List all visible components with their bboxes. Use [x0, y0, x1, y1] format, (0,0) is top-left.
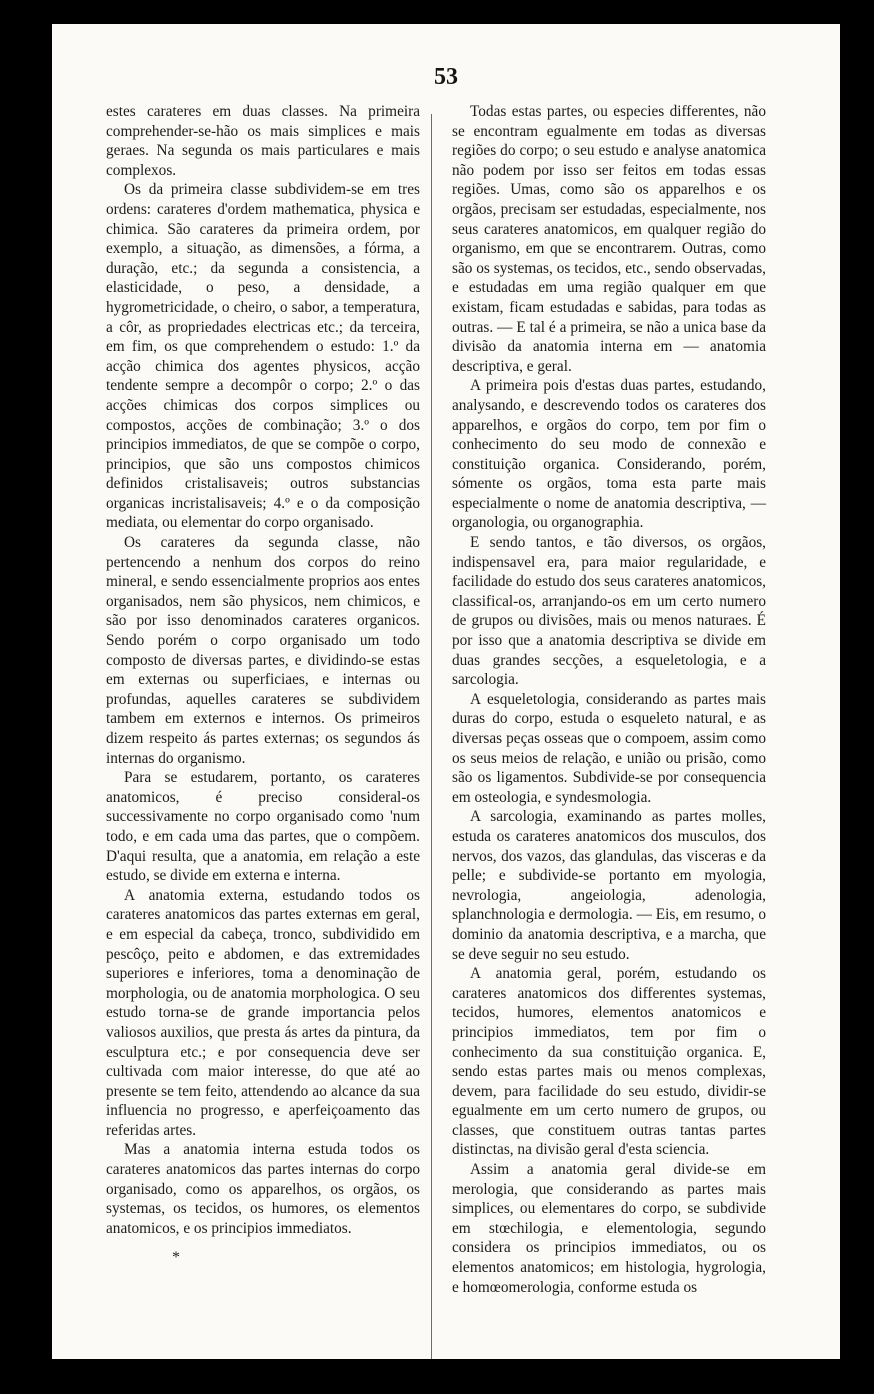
book-page	[52, 24, 840, 1359]
paragraph: A primeira pois d'estas duas partes, estudando, analysando, e descrevendo todos os carateres dos apparelhos, e orgãos do corpo, tem por fim o conhecimento do seu modo de connexão e constituição organica. Considerando, porém, sómente os orgãos, toma esta parte mais especialmente o nome de anatomia descriptiva, — organologia, ou organographia.	[452, 377, 766, 532]
column-divider	[431, 114, 432, 1359]
paragraph: Os carateres da segunda classe, não pertencendo a nenhum dos corpos do reino mineral, e sendo essencialmente proprios aos entes organisados, nem são physicos, nem chimicos, e são por isso denominados carateres organicos. Sendo porém o corpo organisado um todo composto de diversas partes, e dividindo-se estas em externas ou superficiaes, e internas ou profundas, aquelles carateres se subdividem tambem em externos e internos. Os primeiros dizem respeito ás partes externas; os segundos ás internas do organismo.	[106, 534, 420, 767]
paragraph: Assim a anatomia geral divide-se em merologia, que considerando as partes mais simplices, ou elementares do corpo, se subdivide em stœchilogia, e elementologia, segundo considera os principios immediatos, ou os elementos anatomicos; em histologia, hygrologia, e homœomerologia, conforme estuda os	[452, 1161, 766, 1296]
paragraph: Todas estas partes, ou especies differentes, não se encontram egualmente em todas as diversas regiões do corpo; o seu estudo e analyse anatomica não podem por isso ser feitos em todas essas regiões. Umas, como são os apparelhos e os orgãos, precisam ser estudadas, especialmente, nos seus carateres anatomicos, em qualquer região do organismo, em que se encontrarem. Outras, como são os systemas, os tecidos, etc., sendo observadas, e estudadas em uma região qualquer em que existam, ficam estudadas e sabidas, para todas as outras. — E tal é a primeira, se não a unica base da divisão da anatomia interna em — anatomia descriptiva, e geral.	[452, 103, 766, 375]
paragraph: A esqueletologia, considerando as partes mais duras do corpo, estuda o esqueleto natural, e as diversas peças osseas que o compoem, assim como os seus meios de relação, e união ou prisão, como são os ligamentos. Subdivide-se por consequencia em osteologia, e syndesmologia.	[452, 690, 766, 806]
paragraph: E sendo tantos, e tão diversos, os orgãos, indispensavel era, para maior regularidade, e facilidade do estudo dos seus carateres anatomicos, classifical-os, arranjando-os em um certo numero de grupos ou divisões, mais ou menos naturaes. É por isso que a anatomia descriptiva se divide em duas grandes secções, a esqueletologia, e a sarcologia.	[452, 534, 766, 689]
paragraph: estes carateres em duas classes. Na primeira comprehender-se-hão os mais simplices e mais geraes. Na segunda os mais particulares e mais complexos.	[106, 103, 420, 179]
paragraph: A sarcologia, examinando as partes molles, estuda os carateres anatomicos dos musculos, dos nervos, dos vazos, das glandulas, das visceras e da pelle; e subdivide-se portanto em myologia, nevrologia, angeiologia, adenologia, splanchnologia e dermologia. — Eis, em resumo, o dominio da anatomia descriptiva, e a marcha, que se deve seguir no seu estudo.	[452, 808, 766, 963]
paragraph: A anatomia geral, porém, estudando os carateres anatomicos dos differentes systemas, tecidos, humores, elementos anatomicos e principios immediatos, tem por fim o conhecimento da sua constituição organica. E, sendo estas partes mais ou menos complexas, devem, para facilidade do seu estudo, dividir-se egualmente em um certo numero de grupos, ou classes, que constituem outras tantas partes distinctas, na divisão geral d'esta sciencia.	[452, 965, 766, 1159]
page-number: 53	[434, 64, 458, 90]
paragraph: Os da primeira classe subdividem-se em tres ordens: carateres d'ordem mathematica, physica e chimica. São carateres da primeira ordem, por exemplo, a situação, as dimensões, a fórma, a duração, etc.; da segunda a consistencia, a elasticidade, o peso, a densidade, a hygrometricidade, o cheiro, o sabor, a temperatura, a côr, as propriedades electricas etc.; da terceira, em fim, os que comprehendem o estudo: 1.º da acção chimica dos agentes physicos, acção tendente sempre a decompôr o corpo; 2.º o das acções chimicas dos corpos simplices ou compostos, acções de combinação; 3.º o dos principios immediatos, de que se compõe o corpo, principios, que são uns compostos chimicos definidos cristalisaveis; outros substancias organicas incristalisaveis; 4.º e o da composição mediata, ou elementar do corpo organisado.	[106, 181, 420, 532]
right-column	[452, 102, 766, 1297]
paragraph: A anatomia externa, estudando todos os carateres anatomicos das partes externas em geral, e em especial da cabeça, tronco, subdividido em pescôço, peito e abdomen, e das extremidades superiores e inferiores, toma a denominação de morphologia, ou de anatomia morphologica. O seu estudo torna-se de grande importancia pelos valiosos auxilios, que presta ás artes da pintura, da esculptura etc.; e por consequencia deve ser cultivada com maior interesse, do que até ao presente se tem feito, attendendo ao alcance da sua influencia no progresso, e aperfeiçoamento das referidas artes.	[106, 886, 420, 1139]
paragraph: Para se estudarem, portanto, os carateres anatomicos, é preciso consideral-os successivamente no corpo organisado como 'num todo, e em cada uma das partes, que o compõem. D'aqui resulta, que a anatomia, em relação a este estudo, se divide em externa e interna.	[106, 769, 420, 885]
paragraph: Mas a anatomia interna estuda todos os carateres anatomicos das partes internas do corpo organisado, como os apparelhos, os orgãos, os systemas, os tecidos, os humores, os elementos anatomicos, e os principios immediatos.	[106, 1141, 420, 1237]
left-column	[106, 102, 420, 1238]
footnote-mark: *	[172, 1249, 180, 1266]
